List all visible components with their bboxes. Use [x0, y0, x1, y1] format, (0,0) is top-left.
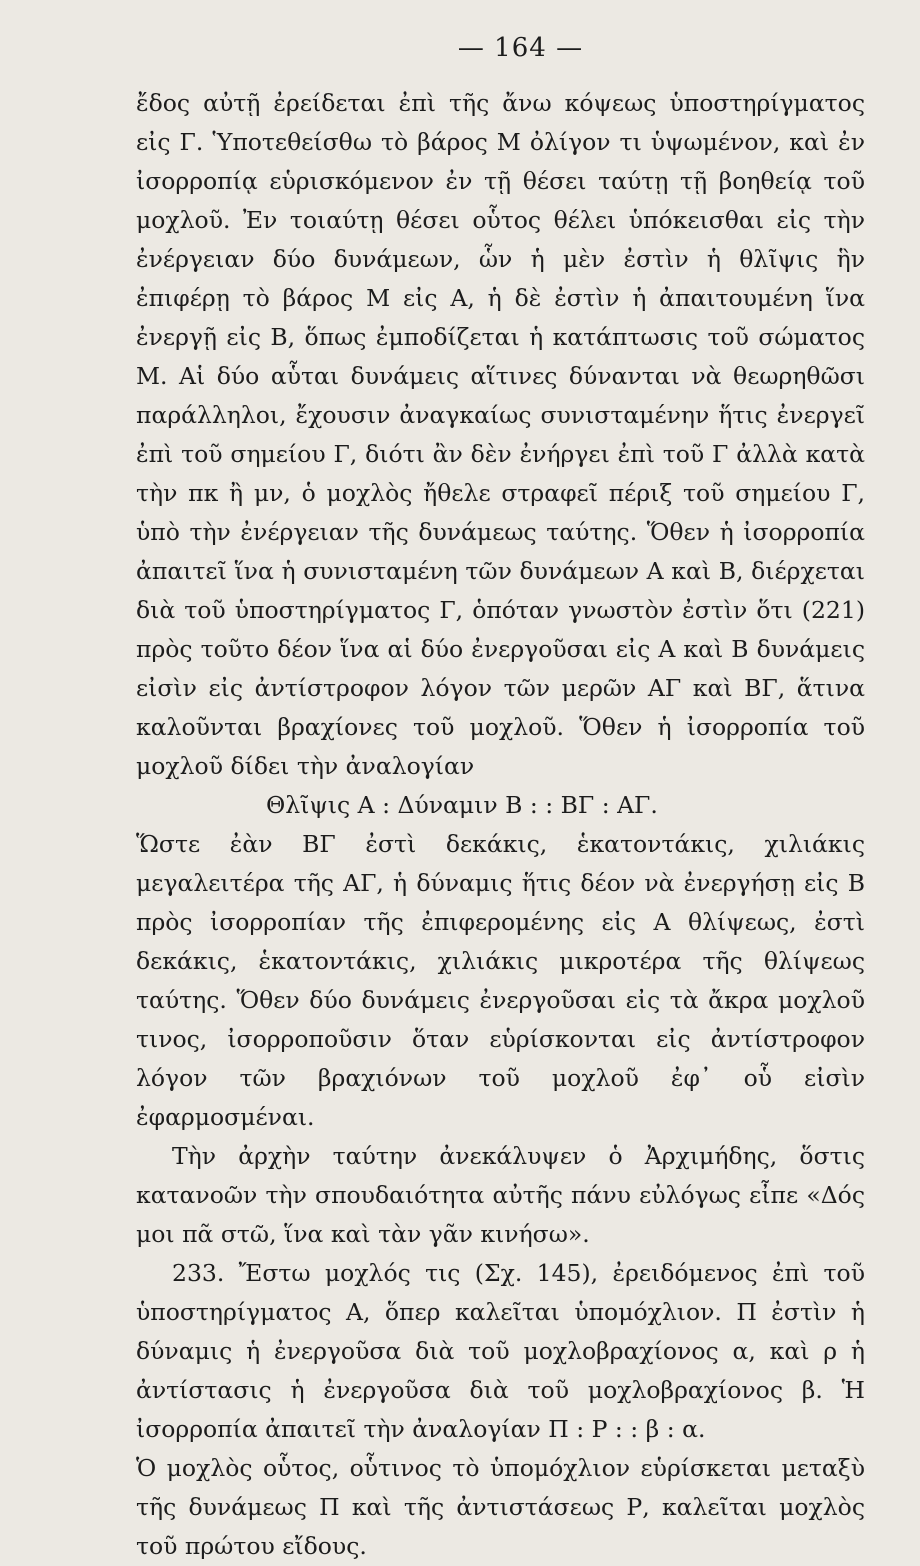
paragraph-lever-equilibrium: ἔδος αὐτῇ ἐρείδεται ἐπὶ τῆς ἄνω κόψεως ὑποστηρίγματος εἰς Γ. Ὑποτεθείσθω τὸ βάρος Μ ὀλίγον τι ὑψωμένον, καὶ ἐν ἰσορροπίᾳ εὑρισκόμενον ἐν τῇ θέσει ταύτῃ τῇ βοηθείᾳ τοῦ μοχλοῦ. Ἐν τοιαύτῃ θέσει οὗτος θέλει ὑπόκεισθαι εἰς τὴν ἐνέργειαν δύο δυνάμεων, ὧν ἡ μὲν ἐστὶν ἡ θλῖψις ἣν ἐπιφέρῃ τὸ βάρος Μ εἰς Α, ἡ δὲ ἐστὶν ἡ ἀπαιτουμένη ἵνα ἐνεργῇ εἰς Β, ὅπως ἐμποδίζεται ἡ κατάπτωσις τοῦ σώματος Μ. Αἱ δύο αὗται δυνάμεις αἵτινες δύνανται νὰ θεωρηθῶσι παράλληλοι, ἔχουσιν ἀναγκαίως συνισταμένην ἥτις ἐνεργεῖ ἐπὶ τοῦ σημείου Γ, διότι ἂν δὲν ἐνήργει ἐπὶ τοῦ Γ ἀλλὰ κατὰ τὴν πκ ἢ μν, ὁ μοχλὸς ἤθελε στραφεῖ πέριξ τοῦ σημείου Γ, ὑπὸ τὴν ἐνέργειαν τῆς δυνάμεως ταύτης. Ὅθεν ἡ ἰσορροπία ἀπαιτεῖ ἵνα ἡ συνισταμένη τῶν δυνάμεων Α καὶ Β, διέρχεται διὰ τοῦ ὑποστηρίγματος Γ, ὁπόταν γνωστὸν ἐστὶν ὅτι (221) πρὸς τοῦτο δέον ἵνα αἱ δύο ἐνεργοῦσαι εἰς Α καὶ Β δυνάμεις εἰσὶν εἰς ἀντίστροφον λόγον τῶν μερῶν ΑΓ καὶ ΒΓ, ἅτινα καλοῦνται βραχίονες τοῦ μοχλοῦ. Ὅθεν ἡ ἰσορροπία τοῦ μοχλοῦ δίδει τὴν ἀναλογίαν: [136, 89, 865, 780]
paragraph-archimedes: Τὴν ἀρχὴν ταύτην ἀνεκάλυψεν ὁ Ἀρχιμήδης, ὅστις κατανοῶν τὴν σπουδαιότητα αὐτῆς πάνυ εὐλόγως εἶπε «Δός μοι πᾶ στῶ, ἵνα καὶ τὰν γᾶν κινήσω».: [136, 1142, 865, 1248]
page-number: — 164 —: [457, 33, 584, 63]
proportion-formula: Θλῖψις Α : Δύναμιν Β : : ΒΓ : ΑΓ.: [266, 791, 658, 819]
paragraph-first-kind-lever: Ὁ μοχλὸς οὗτος, οὗτινος τὸ ὑπομόχλιον εὑρίσκεται μεταξὺ τῆς δυνάμεως Π καὶ τῆς ἀντιστάσεως Ρ, καλεῖται μοχλὸς τοῦ πρώτου εἴδους.: [136, 1454, 865, 1560]
paragraph-section-233: 233. Ἔστω μοχλός τις (Σχ. 145), ἐρειδόμενος ἐπὶ τοῦ ὑποστηρίγματος Α, ὅπερ καλεῖται ὑπομόχλιον. Π ἐστὶν ἡ δύναμις ἡ ἐνεργοῦσα διὰ τοῦ μοχλοβραχίονος α, καὶ ρ ἡ ἀντίστασις ἡ ἐνεργοῦσα διὰ τοῦ μοχλοβραχίονος β. Ἡ ἰσορροπία ἀπαιτεῖ τὴν ἀναλογίαν Π : Ρ : : β : α.: [136, 1259, 865, 1443]
body-text: [136, 84, 865, 1566]
paragraph-inverse-ratio: Ὥστε ἐὰν ΒΓ ἐστὶ δεκάκις, ἑκατοντάκις, χιλιάκις μεγαλειτέρα τῆς ΑΓ, ἡ δύναμις ἥτις δέον νὰ ἐνεργήσῃ εἰς Β πρὸς ἰσορροπίαν τῆς ἐπιφερομένης εἰς Α θλίψεως, ἐστὶ δεκάκις, ἑκατοντάκις, χιλιάκις μικροτέρα τῆς θλίψεως ταύτης. Ὅθεν δύο δυνάμεις ἐνεργοῦσαι εἰς τὰ ἄκρα μοχλοῦ τινος, ἰσορροποῦσιν ὅταν εὑρίσκονται εἰς ἀντίστροφον λόγον τῶν βραχιόνων τοῦ μοχλοῦ ἐφ᾿ οὗ εἰσὶν ἐφαρμοσμέναι.: [136, 830, 865, 1131]
